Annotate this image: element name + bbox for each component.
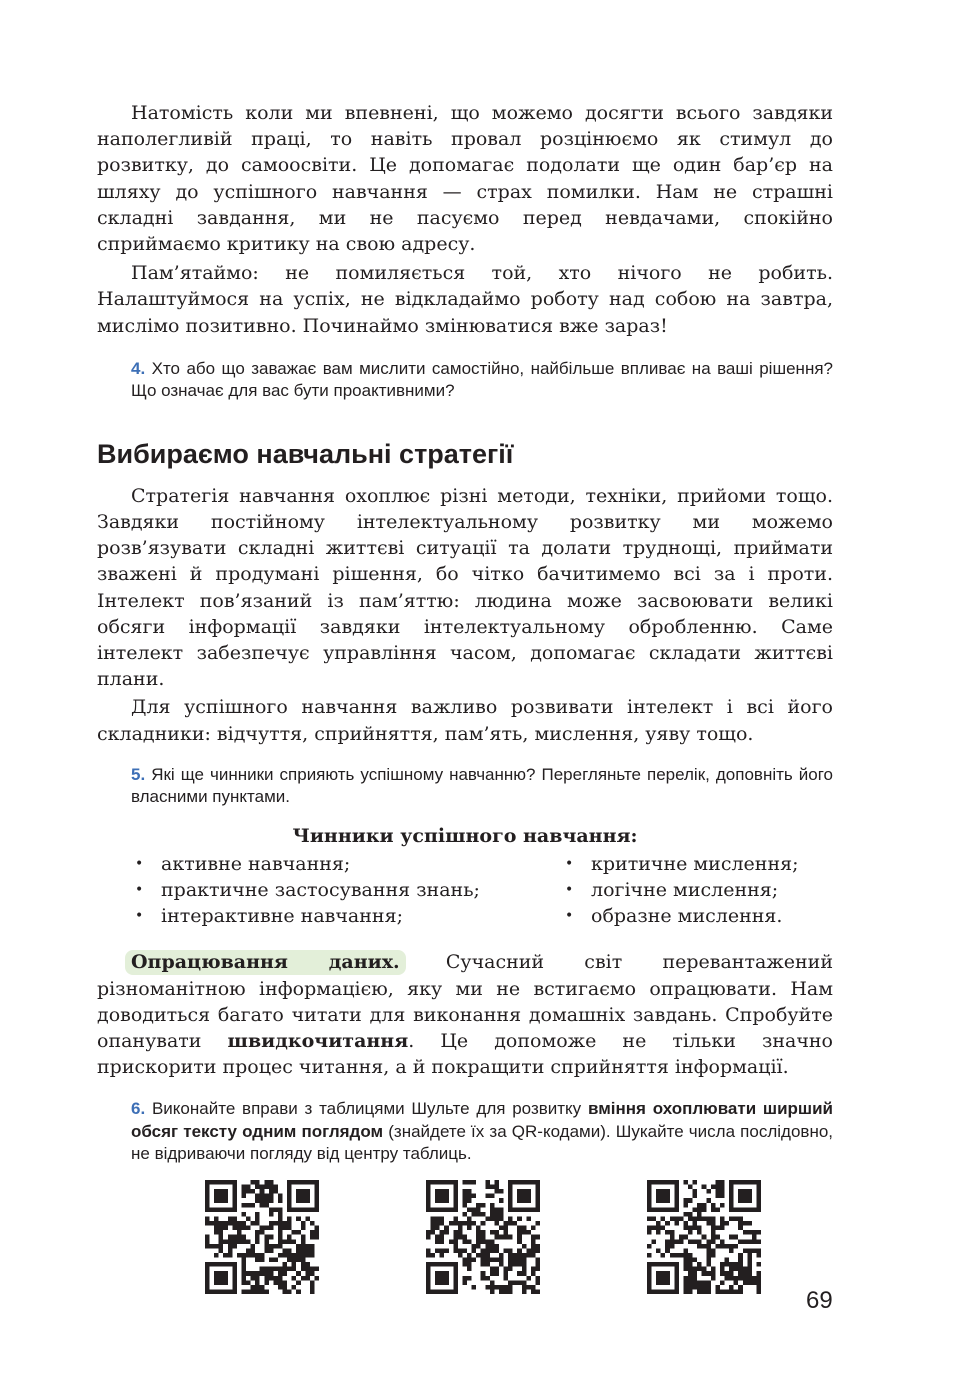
list-item: • образне мислення. <box>561 903 833 929</box>
bold-term: швидкочитання <box>227 1030 409 1053</box>
data-processing-paragraph <box>97 949 833 1080</box>
paragraph-intro-2: Пам’ятаймо: не помиляється той, хто нічого не робить. Налаштуймося на успіх, не відкладаймо роботу над собою на завтра, мислімо позитивно. Починаймо змінюватися вже зараз! <box>97 262 833 337</box>
task-bold-text: вміння охоплювати ширший обсяг тексту одним поглядом <box>131 1099 834 1141</box>
section-title: Вибираємо навчальні стратегії <box>97 438 514 469</box>
data-text-b: . Це допоможе не тільки значно прискорити процес читання, а й покращити сприйняття інформації. <box>97 1030 833 1079</box>
list-item: • логічне мислення; <box>561 877 833 903</box>
factors-right-column <box>561 851 833 930</box>
data-text-a: Сучасний світ перевантажений різноманітною інформацією, яку ми не встигаємо опрацювати. Нам доводиться багато читати для виконання домашніх завдань. Спробуйте опанувати <box>97 951 833 1053</box>
task-number: 6. <box>131 1099 146 1119</box>
task-text: Хто або що заважає вам мислити самостійно, найбільше впливає на ваші рішення? Що означає для вас бути проактивними? <box>131 358 833 401</box>
task-4 <box>131 358 833 403</box>
list-item: • практичне застосування знань; <box>131 877 561 903</box>
paragraph-intro-1: Натомість коли ми впевнені, що можемо досягти всього завдяки наполегливій праці, то навіть провал розцінюємо як стимул до розвитку, до самоосвіти. Це допомагає подолати ще один бар’єр на шляху до успішного навчання — страх помилки. Нам не страшні складні завдання, ми не пасуємо перед невдачами, спокійно сприймаємо критику на свою адресу. <box>97 102 833 256</box>
list-item: • інтерактивне навчання; <box>131 903 561 929</box>
paragraph-strategy-1: Стратегія навчання охоплює різні методи, техніки, прийоми тощо. Завдяки постійному інтелектуальному розвитку ми можемо розв’язувати складні життєві ситуації та долати труднощі, приймати зважені й продумані рішення, бо чітко бачитимемо всі за і проти. Інтелект пов’язаний із пам’яттю: людина може засвоювати великі обсяги інформації завдяки інтелектуальному обробленню. Саме інтелект забезпечує управління часом, допомагає складати життєві плани. <box>97 484 833 691</box>
task-number: 5. <box>131 764 146 784</box>
task-6 <box>131 1098 833 1166</box>
task-text: Які ще чинники сприяють успішному навчанню? Перегляньте перелік, доповніть його власними пунктами. <box>131 764 833 807</box>
factors-title: Чинники успішного навчання: <box>292 824 638 847</box>
qr-codes-row <box>205 1180 761 1294</box>
qr-code-icon[interactable] <box>205 1180 319 1294</box>
task-number: 4. <box>131 358 146 378</box>
paragraph-strategy-2: Для успішного навчання важливо розвивати інтелект і всі його складники: відчуття, сприйняття, пам’ять, мислення, уяву тощо. <box>97 696 833 745</box>
intro-paragraphs <box>97 100 833 339</box>
list-item: • активне навчання; <box>131 851 561 877</box>
qr-code-icon[interactable] <box>426 1180 540 1294</box>
qr-code-icon[interactable] <box>647 1180 761 1294</box>
textbook-page <box>97 100 833 1294</box>
factors-list <box>97 851 833 930</box>
page-number: 69 <box>806 1287 833 1314</box>
factors-left-column <box>131 851 561 930</box>
strategy-paragraphs <box>97 483 833 747</box>
highlight-term: Опрацювання даних. <box>125 950 406 975</box>
task-text-b: (знайдете їх за QR-кодами). Шукайте числа послідовно, не відриваючи погляду від центру таблиць. <box>131 1121 834 1164</box>
list-item: • критичне мислення; <box>561 851 833 877</box>
task-text-a: Виконайте вправи з таблицями Шульте для розвитку <box>145 1099 588 1119</box>
data-processing-text <box>97 949 833 1080</box>
task-5 <box>131 764 833 809</box>
